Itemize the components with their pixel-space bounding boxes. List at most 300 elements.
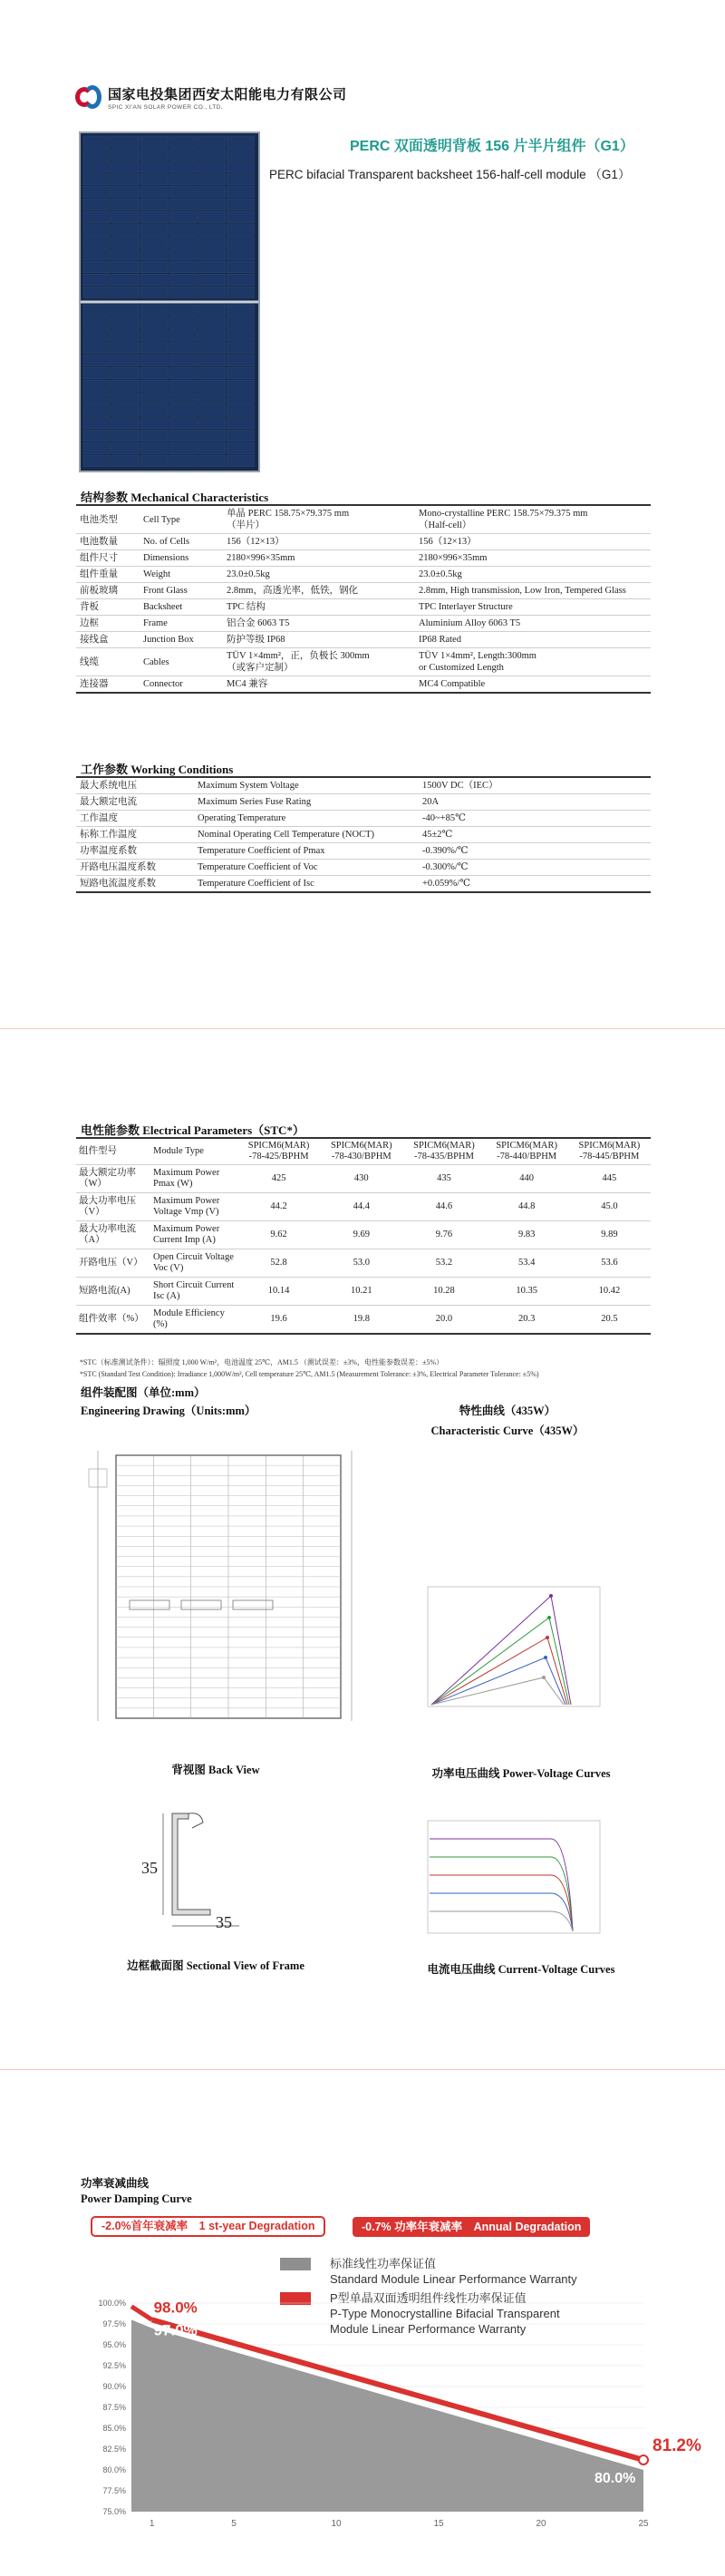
cell-shape [169,343,197,354]
model-header [320,1138,402,1165]
row-value: -40~+85℃ [422,813,466,823]
pv-peak-marker [542,1676,546,1679]
frame-section-caption: 边框截面图 Sectional View of Frame [127,1959,304,1972]
cell-shape [83,305,111,316]
cell-shape [227,367,254,378]
cell-shape [227,418,254,429]
row-label-en: Nominal Operating Cell Temperature (NOCT) [198,830,375,840]
cell-shape [112,455,140,466]
engineering-title: Engineering Drawing（Units:mm） [81,1405,256,1417]
cell-shape [198,418,226,429]
row-value: 445 [568,1165,651,1193]
cell-shape [169,287,197,297]
cell-shape [112,355,140,365]
cell-shape [83,211,111,222]
cell-shape [140,317,168,328]
cell-shape [198,367,226,378]
y-tick-label: 77.5% [102,2486,126,2495]
electrical-row [76,1165,651,1193]
cell-shape [198,249,226,260]
cell-shape [227,380,254,391]
cell-shape [169,330,197,341]
back-view-drawing [80,1433,352,1723]
legend-bifacial-en2: Module Linear Performance Warranty [330,2322,527,2336]
row-value-cn [223,505,415,534]
cell-shape [112,249,140,260]
cell-shape [198,161,226,172]
cell-shape [112,261,140,272]
cell-shape [140,305,168,316]
value-line: 2180×996×35mm [227,553,295,563]
row-value-cn [223,534,415,550]
working-row [76,876,651,893]
y-tick-label: 100.0% [98,2299,126,2308]
row-label-cn: 连接器 [80,679,109,689]
row-label-cn: 功率温度系数 [80,846,137,856]
x-tick-label: 5 [231,2519,237,2529]
cell-shape [169,418,197,429]
cell-shape [112,305,140,316]
first-year-red-segment [131,2307,152,2320]
iv-curves-chart [415,1815,605,1942]
value-line: Aluminium Alloy 6063 T5 [419,618,521,628]
model-header [486,1138,568,1165]
row-label-en: Maximum Series Fuse Rating [198,797,312,807]
value-line: 23.0±0.5kg [227,569,270,579]
cell-shape [112,149,140,160]
legend-swatch-standard [280,2258,311,2270]
row-value-cn [223,632,415,648]
cell-shape [140,355,168,365]
row-label-cn: 最大功率电流（A） [76,1221,150,1249]
value-line: MC4 Compatible [419,679,486,689]
y-tick-label: 97.5% [102,2319,126,2328]
value-line: TÜV 1×4mm², Length:300mm [419,651,536,661]
frame-lip-shape [188,1813,203,1828]
row-value-cn [223,583,415,599]
y-tick-label: 92.5% [102,2361,126,2370]
cell-shape [169,136,197,147]
cell-shape [198,261,226,272]
cell-shape [198,287,226,297]
stc-note-en: *STC (Standard Test Condition): Irradiance 1,000W/m², Cell temperature 25℃, AM1.5 (Measurement Tolerance: ±3%, Electrical Parameter Tolerance: ±5%) [80,1370,539,1378]
row-value: 44.4 [320,1193,402,1221]
row-label-en: Cell Type [143,514,180,525]
row-value: 10.42 [568,1278,651,1306]
cell-shape [198,380,226,391]
cell-shape [83,380,111,391]
row-label-cn: 线缆 [80,656,99,667]
row-label-en: Temperature Coefficient of Pmax [198,846,325,856]
iv-plot-area [428,1821,600,1933]
row-value: 9.89 [568,1221,651,1249]
cell-shape [83,455,111,466]
row-label-cn: 工作温度 [80,813,118,823]
cell-shape [227,211,254,222]
row-value-en [415,599,651,616]
standard-warranty-area [131,2319,643,2512]
working-row [76,794,651,811]
cell-shape [140,343,168,354]
cell-shape [169,305,197,316]
row-label-cn: 电池数量 [80,537,118,547]
assembly-title: 组件装配图（单位:mm） [81,1386,206,1399]
cell-shape [169,237,197,248]
working-row [76,843,651,860]
cell-shape [227,430,254,441]
cell-shape [140,442,168,453]
cell-shape [198,274,226,285]
iv-curves-caption: 电流电压曲线 Current-Voltage Curves [427,1963,615,1976]
row-value: 435 [402,1165,485,1193]
value-line: TPC Interlayer Structure [419,602,513,612]
row-label-cn: 最大系统电压 [80,781,137,791]
damping-title-cn: 功率衰减曲线 [81,2177,150,2190]
row-value: 53.6 [568,1249,651,1278]
value-line: 铝合金 6063 T5 [227,618,290,628]
cell-shape [112,430,140,441]
cell-shape [198,343,226,354]
row-value: 44.8 [486,1193,568,1221]
cell-shape [83,418,111,429]
cell-shape [83,393,111,403]
row-value-cn [223,550,415,567]
mechanical-row [76,505,651,534]
cell-shape [83,317,111,328]
electrical-header-row [76,1138,651,1165]
row-value: 45±2℃ [422,830,453,840]
row-label-cn: 接线盒 [80,635,109,645]
cell-shape [140,274,168,285]
row-label-en: Temperature Coefficient of Isc [198,879,314,889]
row-label-cn: 电池类型 [80,514,118,525]
model-code: -78-430/BPHM [331,1152,392,1162]
product-title-cn: PERC 双面透明背板 156 片半片组件（G1） [350,139,634,154]
pv-curves-chart [415,1581,605,1717]
cell-shape [169,186,197,197]
cell-shape [112,418,140,429]
solar-panel-icon [81,133,258,471]
row-value: 52.8 [237,1249,320,1278]
row-label-cn: 开路电压温度系数 [80,862,156,872]
cell-shape [112,367,140,378]
row-value: 440 [486,1165,568,1193]
cell-shape [227,261,254,272]
cell-shape [169,199,197,209]
frame-profile-shape [172,1813,210,1915]
grey-end-label: 80.0% [594,2471,636,2486]
row-label-en: Module Efficiency (%) [150,1306,237,1334]
mechanical-row [76,583,651,599]
cell-shape [169,355,197,365]
cell-shape [140,455,168,466]
cell-shape [227,174,254,185]
value-line: TÜV 1×4mm²，正，负极长 300mm [227,651,370,661]
row-value: -0.390%/℃ [422,846,469,856]
cell-shape [169,211,197,222]
row-label-en: Short Circuit Current Isc (A) [150,1278,237,1306]
cell-shape [227,355,254,365]
cell-shape [140,186,168,197]
cell-shape [198,224,226,235]
stc-note-cn: *STC（标准测试条件）：辐照度 1,000 W/m²，电池温度 25℃，AM1.5 （测试误差：±3%，电性能参数误差：±5%） [80,1358,444,1366]
x-tick-label: 10 [331,2519,342,2529]
cell-shape [112,405,140,416]
row-label-en: Frame [143,618,168,628]
value-line: 2.8mm, High transmission, Low Iron, Tempered Glass [419,586,626,596]
pv-peak-marker [544,1656,547,1659]
electrical-title: 电性能参数 Electrical Parameters（STC*） [81,1123,304,1137]
section-divider [0,2069,725,2070]
row-value: 20A [422,797,440,807]
electrical-table [76,1137,651,1335]
row-value: 425 [237,1165,320,1193]
cell-shape [169,224,197,235]
damping-title-en: Power Damping Curve [81,2192,192,2205]
cell-shape [83,343,111,354]
cell-shape [140,367,168,378]
cell-shape [169,174,197,185]
row-label-en: Maximum Power Pmax (W) [150,1165,237,1193]
cell-shape [198,149,226,160]
cell-shape [227,343,254,354]
y-tick-label: 80.0% [102,2465,126,2474]
cell-shape [198,442,226,453]
cell-shape [83,287,111,297]
char-curve-title-cn: 特性曲线（435W） [459,1405,556,1417]
legend-bifacial-cn: P型单晶双面透明组件线性功率保证值 [330,2291,527,2305]
cell-shape [198,317,226,328]
cell-shape [198,305,226,316]
cell-shape [83,355,111,365]
annual-degradation-badge: -0.7% 功率年衰减率 Annual Degradation [353,2217,590,2237]
product-title-en: PERC bifacial Transparent backsheet 156-half-cell module （G1） [269,168,631,181]
module-front-image [79,131,260,472]
cell-shape [83,149,111,160]
row-value-en [415,583,651,599]
row-label-cn: 最大额定电流 [80,797,137,807]
mechanical-row [76,550,651,567]
cell-shape [83,405,111,416]
cell-shape [83,274,111,285]
row-label-en: Connector [143,679,183,689]
row-value: +0.059%/℃ [422,879,470,889]
electrical-row [76,1221,651,1249]
cell-shape [169,261,197,272]
row-label-cn: 最大功率电压（V） [76,1193,150,1221]
row-value: 10.21 [320,1278,402,1306]
cell-shape [227,136,254,147]
cell-shape [112,211,140,222]
cell-shape [169,380,197,391]
char-curve-title-en: Characteristic Curve（435W） [430,1424,585,1437]
model-code: -78-445/BPHM [579,1152,640,1162]
row-label-cn: 边框 [80,618,99,628]
mechanical-row [76,676,651,694]
value-line: （Half-cell） [419,520,472,530]
row-value: 20.0 [402,1306,485,1334]
header-en: Module Type [150,1138,237,1165]
cell-shape [140,249,168,260]
row-label-cn: 前板玻璃 [80,586,118,596]
row-value-en [415,505,651,534]
row-value: 20.3 [486,1306,568,1334]
row-label-cn: 开路电压（V） [76,1249,150,1278]
value-line: Mono-crystalline PERC 158.75×79.375 mm [419,509,588,519]
row-value: 44.2 [237,1193,320,1221]
cell-shape [140,224,168,235]
working-table [76,776,651,893]
cell-shape [227,305,254,316]
row-label-en: Weight [143,569,171,579]
cell-shape [83,174,111,185]
mechanical-row [76,567,651,583]
cell-shape [227,330,254,341]
cell-shape [83,367,111,378]
cell-shape [227,186,254,197]
cell-shape [140,330,168,341]
pv-peak-marker [546,1636,549,1639]
row-value: 44.6 [402,1193,485,1221]
cell-shape [169,161,197,172]
cell-shape [83,261,111,272]
y-tick-label: 90.0% [102,2382,126,2391]
cell-shape [198,355,226,365]
legend-standard-en: Standard Module Linear Performance Warranty [330,2272,577,2286]
electrical-row [76,1249,651,1278]
value-line: or Customized Length [419,663,504,673]
cell-shape [169,442,197,453]
pv-curves-caption: 功率电压曲线 Power-Voltage Curves [431,1767,611,1780]
row-value-en [415,616,651,632]
cell-shape [83,249,111,260]
legend-standard-cn: 标准线性功率保证值 [330,2257,437,2270]
row-label-cn: 组件重量 [80,569,118,579]
cell-shape [227,455,254,466]
value-line: 156（12×13） [227,537,285,547]
electrical-row [76,1306,651,1334]
row-label-cn: 短路电流(A) [76,1278,150,1306]
cell-shape [112,274,140,285]
company-name-en: SPIC XI'AN SOLAR POWER CO., LTD. [108,103,223,111]
cell-shape [112,442,140,453]
row-value: 19.8 [320,1306,402,1334]
row-label-en: Junction Box [143,635,194,645]
cell-shape [198,186,226,197]
working-row [76,827,651,843]
row-value: 53.2 [402,1249,485,1278]
electrical-row [76,1193,651,1221]
x-tick-label: 25 [638,2519,649,2529]
cell-shape [83,186,111,197]
cell-shape [112,343,140,354]
cell-shape [140,174,168,185]
cell-shape [140,211,168,222]
row-value: 10.28 [402,1278,485,1306]
row-label-cn: 组件尺寸 [80,553,118,563]
cell-shape [227,274,254,285]
model-name: SPICM6(MAR) [330,1141,392,1151]
row-value-en [415,550,651,567]
mechanical-table [76,504,651,694]
cell-shape [169,393,197,403]
value-line: （或客户定制） [227,663,294,673]
cell-shape [198,237,226,248]
row-label-cn: 背板 [80,602,99,612]
red-end-marker [639,2455,648,2464]
cell-shape [112,380,140,391]
cell-shape [140,287,168,297]
back-view-caption: 背视图 Back View [171,1764,260,1776]
row-label-cn: 标称工作温度 [80,830,137,840]
cell-shape [112,136,140,147]
pv-peak-marker [549,1594,553,1598]
model-code: -78-435/BPHM [414,1152,474,1162]
working-row [76,811,651,827]
value-line: 156（12×13） [419,537,477,547]
cell-shape [227,161,254,172]
row-label-en: No. of Cells [143,537,190,547]
row-value-cn [223,616,415,632]
cell-shape [227,199,254,209]
value-line: TPC 结构 [227,602,266,612]
x-tick-label: 1 [149,2519,155,2529]
cell-shape [112,199,140,209]
model-code: -78-440/BPHM [497,1152,557,1162]
row-value: 9.76 [402,1221,485,1249]
cell-shape [112,186,140,197]
y-tick-label: 75.0% [102,2507,126,2516]
cell-shape [227,442,254,453]
cell-shape [112,330,140,341]
row-label-en: Maximum System Voltage [198,781,299,791]
cell-shape [140,199,168,209]
row-value: 10.14 [237,1278,320,1306]
y-tick-label: 95.0% [102,2340,126,2349]
cell-shape [169,274,197,285]
cell-shape [140,380,168,391]
row-value: 430 [320,1165,402,1193]
value-line: 2.8mm，高透光率，低铁，钢化 [227,586,358,596]
cell-shape [227,249,254,260]
electrical-row [76,1278,651,1306]
cell-shape [140,161,168,172]
cell-shape [140,149,168,160]
frame-height-dim: 35 [141,1859,158,1877]
row-value: 9.62 [237,1221,320,1249]
row-value-cn [223,676,415,694]
cell-shape [227,149,254,160]
power-damping-chart [54,2285,701,2530]
row-label-en: Cables [143,656,169,667]
row-value: 1500V DC（IEC） [422,781,498,791]
cell-shape [169,455,197,466]
cell-shape [169,367,197,378]
cell-shape [112,287,140,297]
row-value-en [415,567,651,583]
cell-shape [112,317,140,328]
value-line: 2180×996×35mm [419,553,488,563]
row-value-en [415,676,651,694]
row-value: 53.4 [486,1249,568,1278]
row-label-en: Maximum Power Current Imp (A) [150,1221,237,1249]
cell-shape [227,405,254,416]
cell-shape [83,237,111,248]
cell-shape [198,455,226,466]
legend-bifacial-en1: P-Type Monocrystalline Bifacial Transparent [330,2307,560,2320]
cell-shape [198,430,226,441]
mechanical-row [76,632,651,648]
